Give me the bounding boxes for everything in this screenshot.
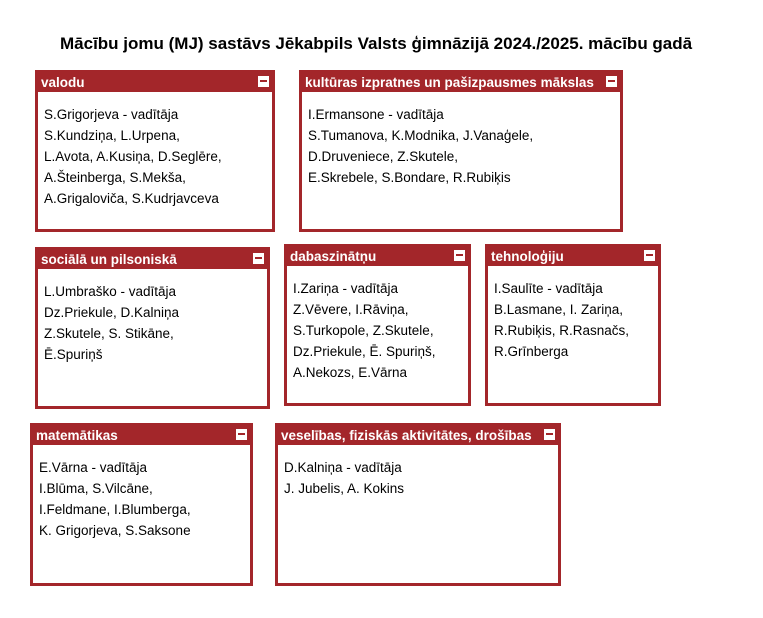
member-line: I.Blūma, S.Vilcāne, [39,481,153,496]
member-line: S.Grigorjeva - vadītāja [44,107,179,122]
member-line: I.Ermansone - vadītāja [308,107,444,122]
group-header[interactable] [278,426,558,445]
group-title: veselības, fiziskās aktivitātes, drošības [281,428,532,443]
member-line: S.Tumanova, K.Modnika, J.Vanaģele, [308,128,534,143]
member-line: A.Šteinberga, S.Mekša, [44,170,186,185]
minus-square-icon[interactable] [454,250,465,261]
minus-square-icon[interactable] [258,76,269,87]
group-members [33,445,250,541]
group-title: valodu [41,75,85,90]
member-line: Dz.Priekule, Ē. Spuriņš, [293,344,436,359]
group-header[interactable] [302,73,620,92]
minus-square-icon[interactable] [236,429,247,440]
member-line: D.Kalniņa - vadītāja [284,460,402,475]
minus-square-icon[interactable] [644,250,655,261]
minus-square-icon[interactable] [606,76,617,87]
member-line: I.Saulīte - vadītāja [494,281,603,296]
page-title: Mācību jomu (MJ) sastāvs Jēkabpils Valsts ģimnāzijā 2024./2025. mācību gadā [60,34,693,53]
member-line: I.Feldmane, I.Blumberga, [39,502,191,517]
group-box-matematikas [30,423,253,586]
member-line: Z.Vēvere, I.Rāviņa, [293,302,409,317]
member-line: E.Vārna - vadītāja [39,460,148,475]
member-line: I.Zariņa - vadītāja [293,281,399,296]
group-box-kulturas [299,70,623,232]
group-header[interactable] [287,247,468,266]
member-line: L.Umbraško - vadītāja [44,284,177,299]
member-line: L.Avota, A.Kusiņa, D.Seglēre, [44,149,222,164]
member-line: A.Grigalovičа, S.Kudrjavceva [44,191,219,206]
member-line: Z.Skutele, S. Stikāne, [44,326,174,341]
group-box-veselibas [275,423,561,586]
member-line: S.Turkopole, Z.Skutele, [293,323,434,338]
member-line: K. Grigorjeva, S.Saksone [39,523,191,538]
group-box-valodu [35,70,275,232]
member-line: E.Skrebele, S.Bondare, R.Rubiķis [308,170,511,185]
group-header[interactable] [38,250,267,269]
member-line: D.Druveniece, Z.Skutele, [308,149,459,164]
group-members [278,445,558,499]
group-title: tehnoloģiju [491,249,564,264]
group-title: dabaszinātņu [290,249,377,264]
member-line: R.Rubiķis, R.Rasnačs, [494,323,630,338]
group-members [488,266,658,362]
group-header[interactable] [33,426,250,445]
group-title: kultūras izpratnes un pašizpausmes mākslas [305,75,594,90]
member-line: R.Grīnberga [494,344,569,359]
member-line: Dz.Priekule, D.Kalniņa [44,305,180,320]
minus-square-icon[interactable] [544,429,555,440]
member-line: J. Jubelis, A. Kokins [284,481,405,496]
group-box-tehnologiju [485,244,661,406]
group-header[interactable] [488,247,658,266]
minus-square-icon[interactable] [253,253,264,264]
member-line: S.Kundziņa, L.Urpena, [44,128,180,143]
group-members [302,92,620,188]
group-members [38,269,267,365]
member-line: B.Lasmane, I. Zariņa, [494,302,624,317]
member-line: A.Nekozs, E.Vārna [293,365,408,380]
member-line: Ē.Spuriņš [44,347,103,362]
group-members [287,266,468,383]
group-header[interactable] [38,73,272,92]
group-title: matemātikas [36,428,118,443]
group-box-dabaszinatnu [284,244,471,406]
group-title: sociālā un pilsoniskā [41,252,177,267]
group-box-sociala [35,247,270,409]
group-members [38,92,272,209]
